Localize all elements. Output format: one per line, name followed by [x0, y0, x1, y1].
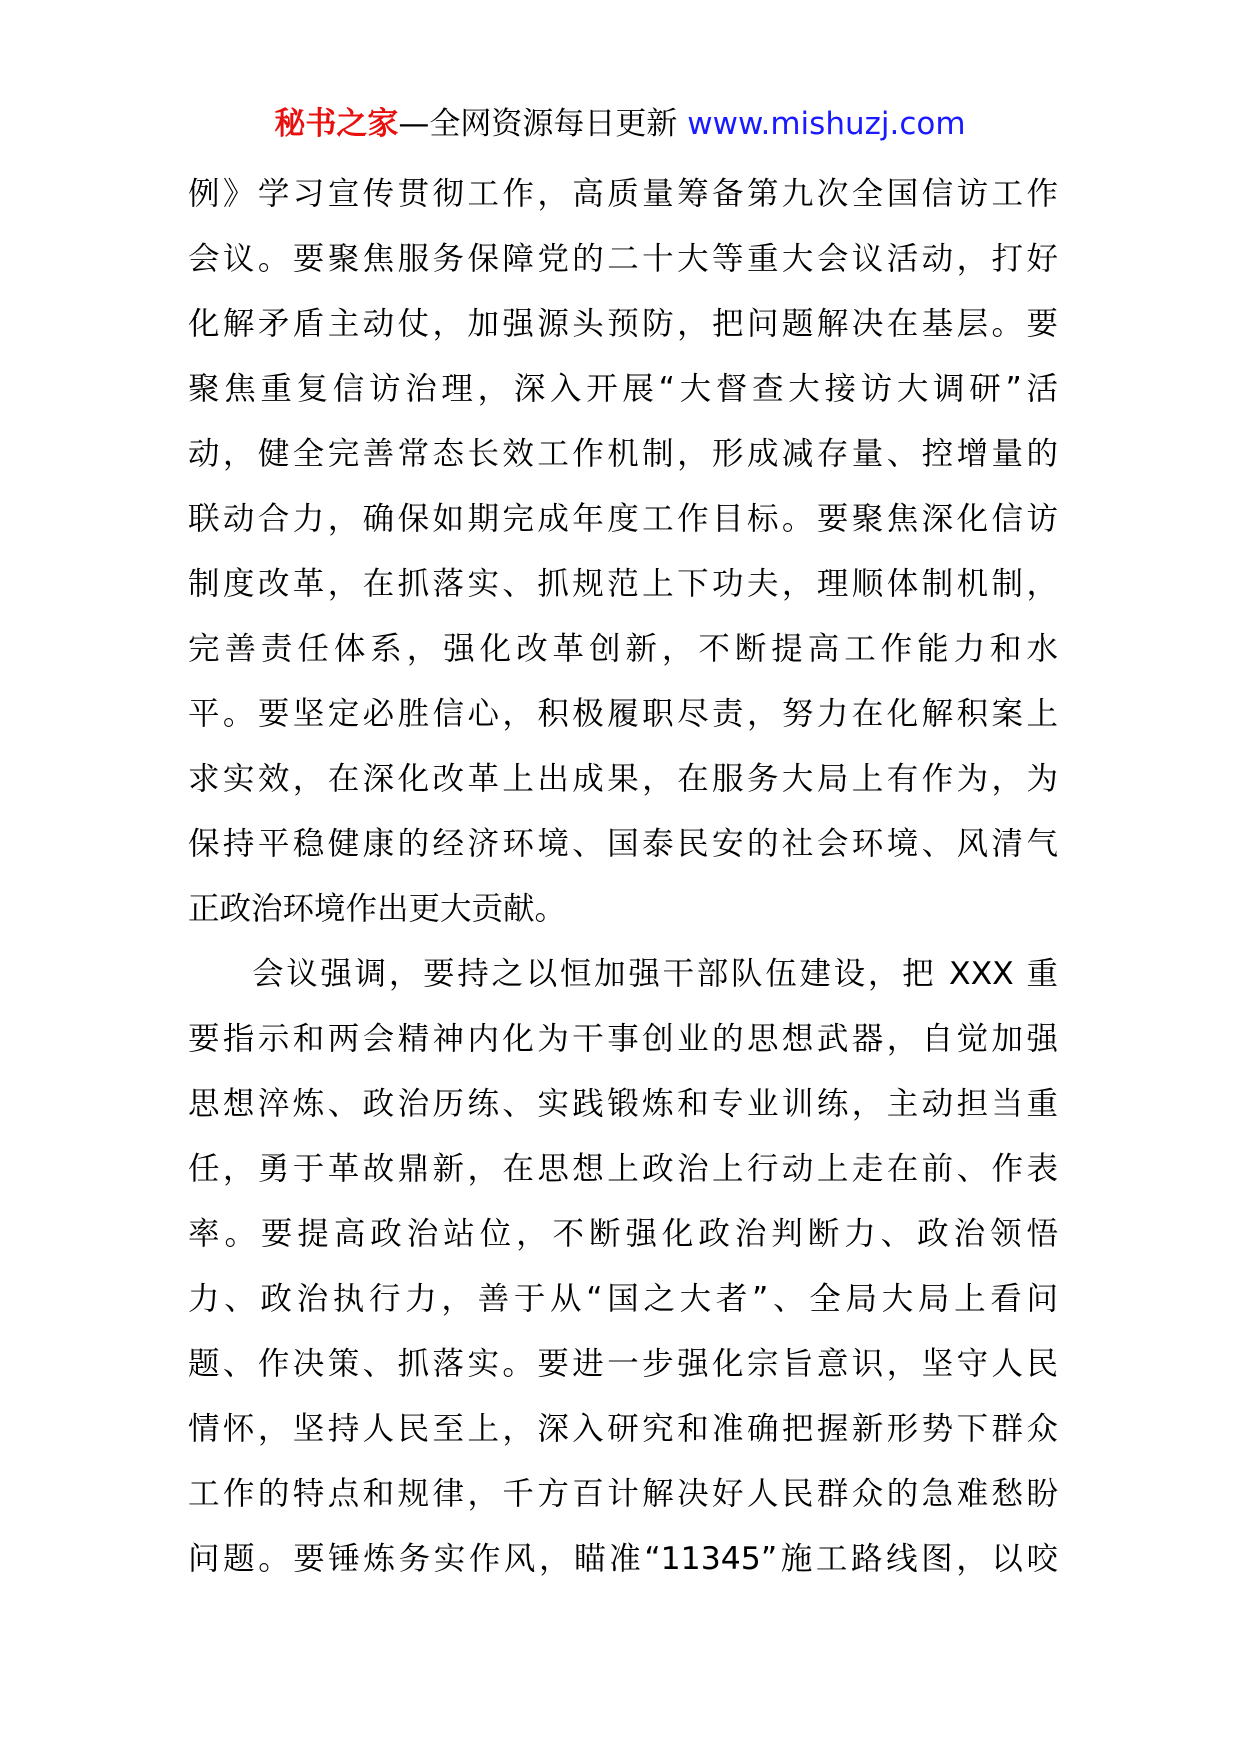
website-link[interactable]: www.mishuzj.com: [687, 106, 966, 142]
document-body: [188, 162, 1058, 1592]
text-line: 联动合力，确保如期完成年度工作目标。要聚焦深化信访: [188, 501, 1058, 537]
header-tagline: —全网资源每日更新: [398, 106, 688, 142]
brand-name: 秘书之家: [274, 106, 399, 142]
text-line: 力、政治执行力，善于从“国之大者”、全局大局上看问: [188, 1281, 1058, 1317]
text-line: 工作的特点和规律，千方百计解决好人民群众的急难愁盼: [188, 1476, 1058, 1512]
text-line: 制度改革，在抓落实、抓规范上下功夫，理顺体制机制，: [188, 566, 1058, 602]
text-line: 动，健全完善常态长效工作机制，形成减存量、控增量的: [188, 436, 1058, 472]
text-line: 思想淬炼、政治历练、实践锻炼和专业训练，主动担当重: [188, 1086, 1058, 1122]
text-line: 平。要坚定必胜信心，积极履职尽责，努力在化解积案上: [188, 696, 1058, 732]
text-line: 保持平稳健康的经济环境、国泰民安的社会环境、风清气: [188, 826, 1058, 862]
text-line: 任，勇于革故鼎新，在思想上政治上行动上走在前、作表: [188, 1151, 1058, 1187]
text-line: 会议。要聚焦服务保障党的二十大等重大会议活动，打好: [188, 241, 1058, 277]
paragraph-first-line: 会议强调，要持之以恒加强干部队伍建设，把 XXX 重: [252, 956, 1058, 992]
text-line: 例》学习宣传贯彻工作，高质量筹备第九次全国信访工作: [188, 176, 1058, 212]
text-line: 率。要提高政治站位，不断强化政治判断力、政治领悟: [188, 1216, 1058, 1252]
text-line: 情怀，坚持人民至上，深入研究和准确把握新形势下群众: [188, 1411, 1058, 1447]
text-line: 求实效，在深化改革上出成果，在服务大局上有作为，为: [188, 761, 1058, 797]
text-line: 聚焦重复信访治理，深入开展“大督查大接访大调研”活: [188, 371, 1058, 407]
text-line: 问题。要锤炼务实作风，瞄准“11345”施工路线图，以咬: [188, 1541, 1058, 1577]
page-header: [0, 100, 1240, 148]
text-line: 要指示和两会精神内化为干事创业的思想武器，自觉加强: [188, 1021, 1058, 1057]
paragraph-end-line: 正政治环境作出更大贡献。: [188, 891, 567, 927]
text-line: 完善责任体系，强化改革创新，不断提高工作能力和水: [188, 631, 1058, 667]
text-line: 化解矛盾主动仗，加强源头预防，把问题解决在基层。要: [188, 306, 1058, 342]
text-line: 题、作决策、抓落实。要进一步强化宗旨意识，坚守人民: [188, 1346, 1058, 1382]
